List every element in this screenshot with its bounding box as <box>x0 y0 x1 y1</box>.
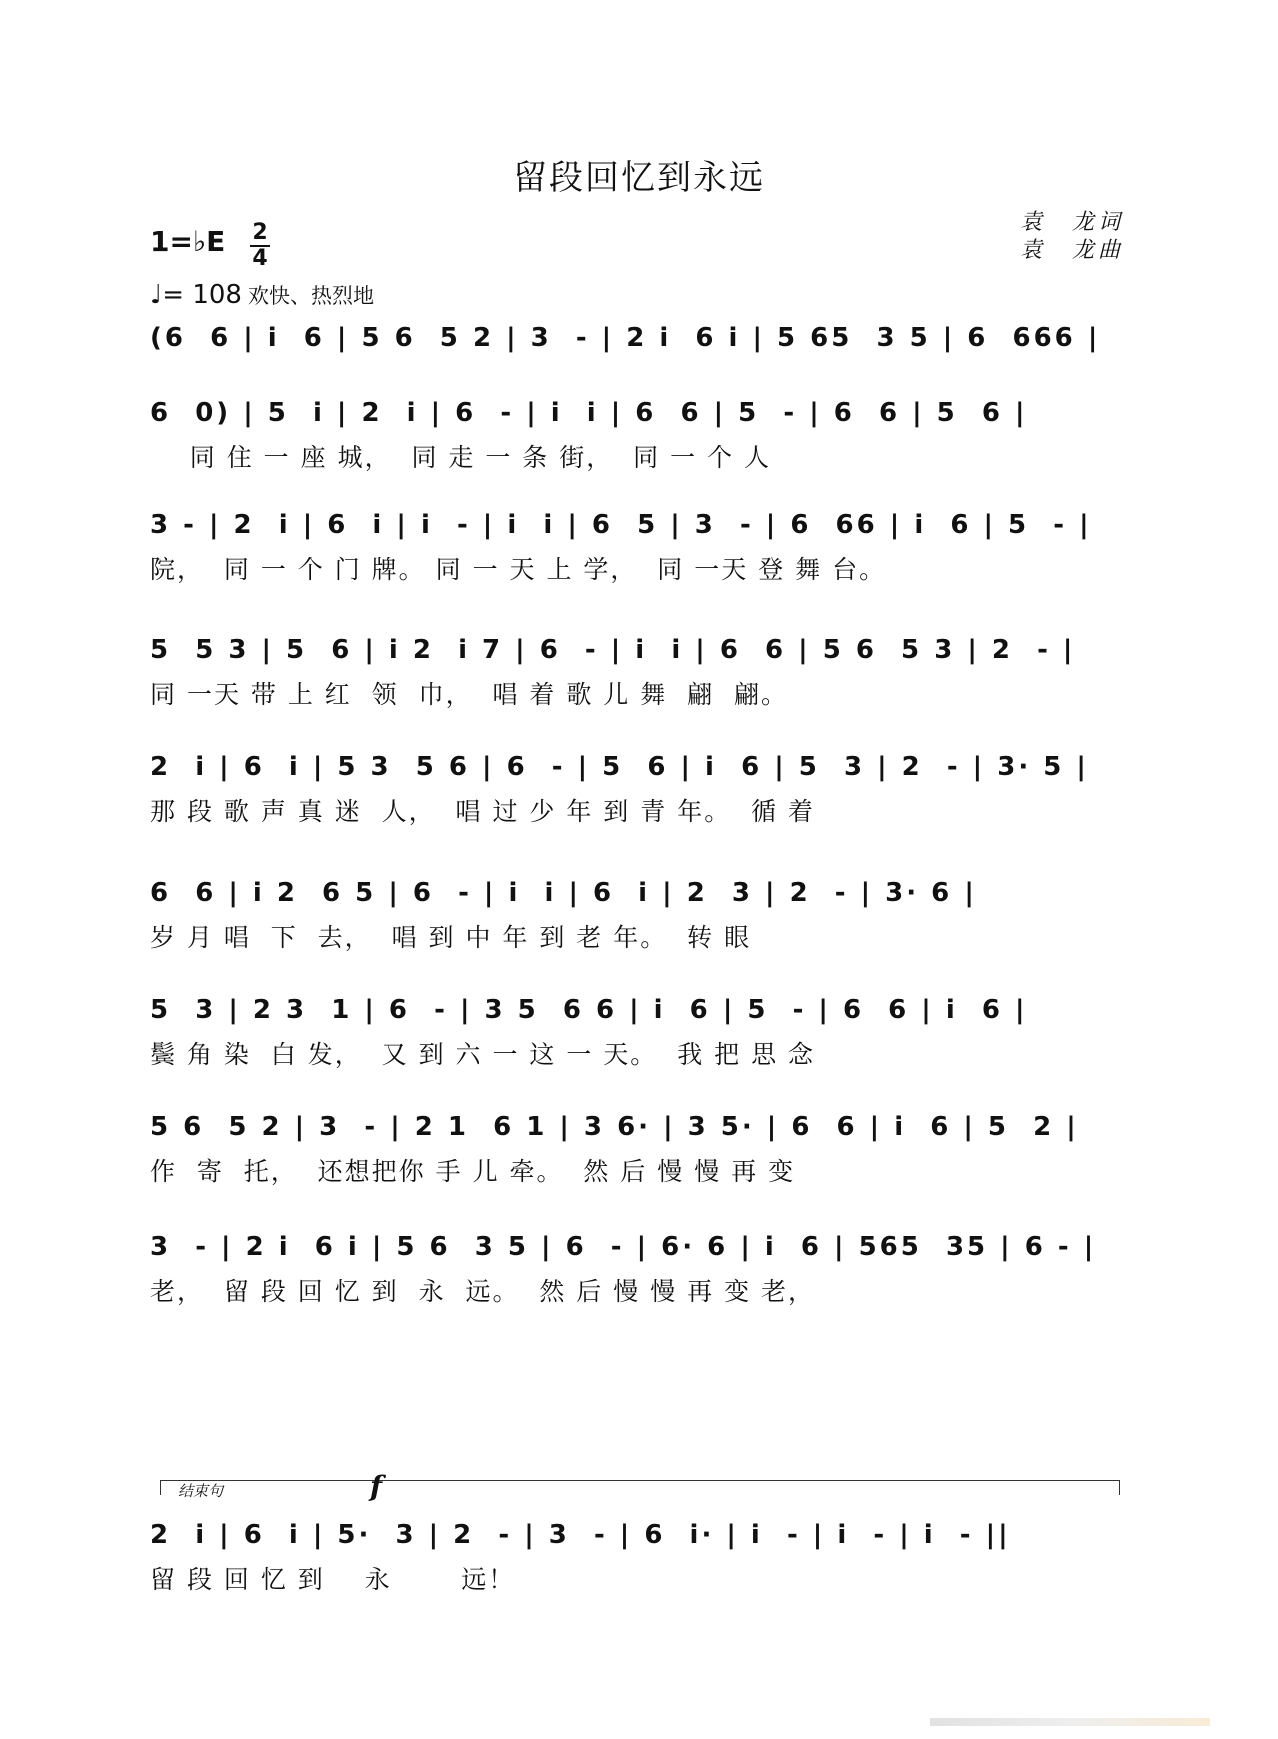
lyrics-line: 岁 月 唱 下 去， 唱 到 中 年 到 老 年。 转 眼 <box>150 923 752 952</box>
notation-line: 2 i | 6 i | 5 3 5 6 | 6 - | 5 6 | i 6 | 5 3 | 2 - | 3· 5 | <box>150 752 1089 782</box>
lyrics-line: 院， 同 一 个 门 牌。 同 一 天 上 学， 同 一天 登 舞 台。 <box>150 555 887 584</box>
tempo-value: = 108 <box>162 280 242 310</box>
notation-line: 3 - | 2 i 6 i | 5 6 3 5 | 6 - | 6· 6 | i 6 | 565 35 | 6 - | <box>150 1232 1097 1262</box>
time-signature-bottom: 4 <box>252 246 268 271</box>
notation-line: 5 3 | 2 3 1 | 6 - | 3 5 6 6 | i 6 | 5 - | 6 6 | i 6 | <box>150 995 1028 1025</box>
tempo-marking <box>150 280 374 310</box>
score-system-6 <box>150 868 1120 958</box>
notation-line: (6 6 | i 6 | 5 6 5 2 | 3 - | 2 i 6 i | 5 65 3 5 | 6 666 | <box>150 323 1101 353</box>
notation-line: 5 6 5 2 | 3 - | 2 1 6 1 | 3 6· | 3 5· | 6 6 | i 6 | 5 2 | <box>150 1112 1079 1142</box>
score-system-5 <box>150 742 1120 832</box>
score-system-10 <box>150 1510 1120 1600</box>
score-system-7 <box>150 985 1120 1075</box>
lyrics-line: 留 段 回 忆 到 永 远！ <box>150 1565 516 1594</box>
lyrics-line: 鬓 角 染 白 发， 又 到 六 一 这 一 天。 我 把 思 念 <box>150 1040 816 1069</box>
notation-line: 6 0) | 5 i | 2 i | 6 - | i i | 6 6 | 5 - | 6 6 | 5 6 | <box>150 398 1028 428</box>
score-system-9 <box>150 1222 1120 1312</box>
lyrics-line: 老， 留 段 回 忆 到 永 远。 然 后 慢 慢 再 变 老， <box>150 1277 816 1306</box>
notation-line: 6 6 | i 2 6 5 | 6 - | i i | 6 i | 2 3 | 2 - | 3· 6 | <box>150 878 977 908</box>
score-system-2 <box>150 388 1120 478</box>
forte-dynamic: f <box>370 1470 383 1503</box>
notation-line: 3 - | 2 i | 6 i | i - | i i | 6 5 | 3 - | 6 66 | i 6 | 5 - | <box>150 510 1092 540</box>
ending-label: 结束句 <box>178 1482 224 1500</box>
tempo-expression: 欢快、热烈地 <box>247 284 374 308</box>
ending-bracket <box>160 1480 1120 1495</box>
song-title: 留段回忆到永远 <box>513 158 765 198</box>
notation-line: 2 i | 6 i | 5· 3 | 2 - | 3 - | 6 i· | i - | i - | i - || <box>150 1520 1011 1550</box>
lyrics-line: 同 住 一 座 城， 同 走 一 条 街， 同 一 个 人 <box>150 443 771 472</box>
lyrics-line: 那 段 歌 声 真 迷 人， 唱 过 少 年 到 青 年。 循 着 <box>150 797 816 826</box>
composer-credit: 袁 龙曲 <box>1020 238 1125 263</box>
lyricist-credit: 袁 龙词 <box>1020 210 1125 235</box>
key-signature: 1=♭E <box>150 225 226 258</box>
lyrics-line: 作 寄 托， 还想把你 手 儿 牵。 然 后 慢 慢 再 变 <box>150 1157 796 1186</box>
time-signature <box>250 222 270 270</box>
watermark <box>930 1718 1210 1726</box>
score-system-8 <box>150 1102 1120 1192</box>
lyrics-line: 同 一天 带 上 红 领 巾， 唱 着 歌 儿 舞 翩 翩。 <box>150 680 789 709</box>
score-system-4 <box>150 625 1120 715</box>
notation-line: 5 5 3 | 5 6 | i 2 i 7 | 6 - | i i | 6 6 | 5 6 5 3 | 2 - | <box>150 635 1076 665</box>
quarter-note-icon: ♩ <box>150 280 163 310</box>
score-system-3 <box>150 500 1120 590</box>
time-signature-top: 2 <box>252 220 268 245</box>
